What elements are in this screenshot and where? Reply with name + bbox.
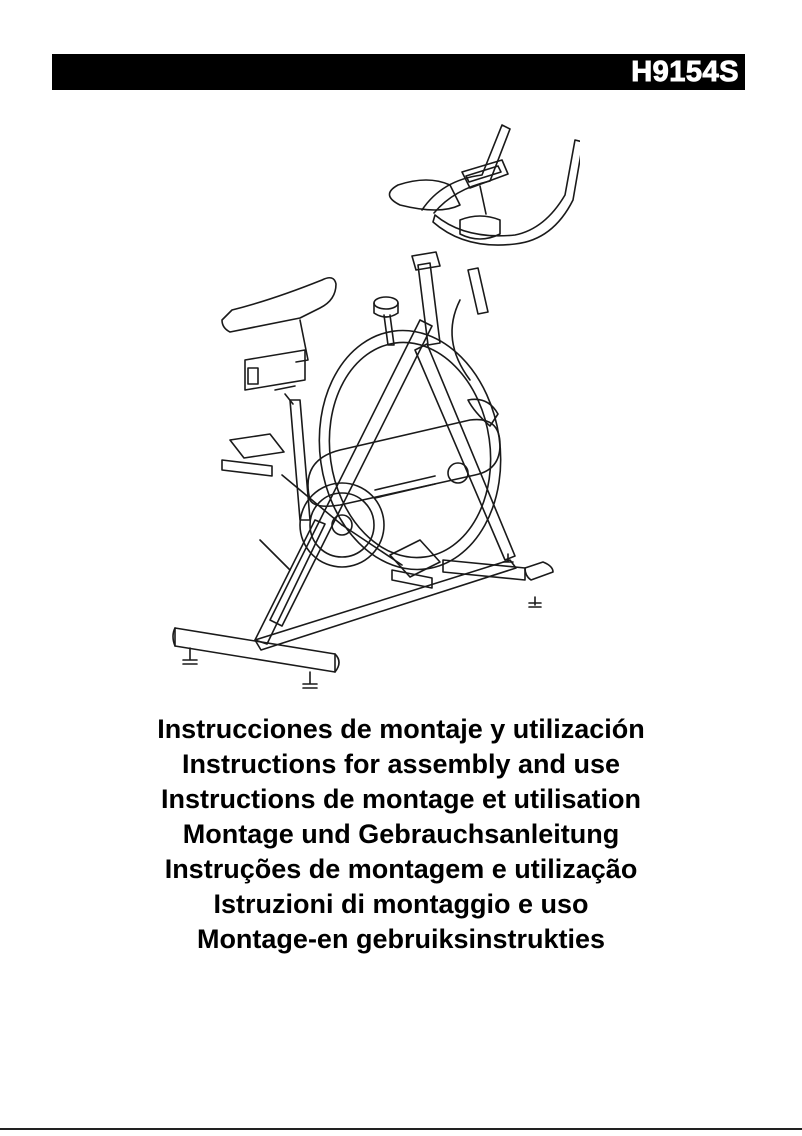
title-english: Instructions for assembly and use	[181, 749, 621, 779]
exercise-bike-icon	[160, 100, 580, 700]
manual-titles	[0, 712, 802, 957]
title-spanish: Instrucciones de montaje y utilización	[157, 714, 645, 744]
title-portuguese: Instruções de montagem e utilização	[164, 854, 638, 884]
footer-divider	[0, 1128, 802, 1130]
title-dutch: Montage-en gebruiksinstrukties	[196, 924, 606, 954]
header-bar	[52, 54, 745, 90]
model-code: H9154S	[631, 56, 739, 88]
title-french: Instructions de montage et utilisation	[160, 784, 642, 814]
title-german: Montage und Gebrauchsanleitung	[182, 819, 620, 849]
title-italian: Istruzioni di montaggio e uso	[213, 889, 589, 919]
